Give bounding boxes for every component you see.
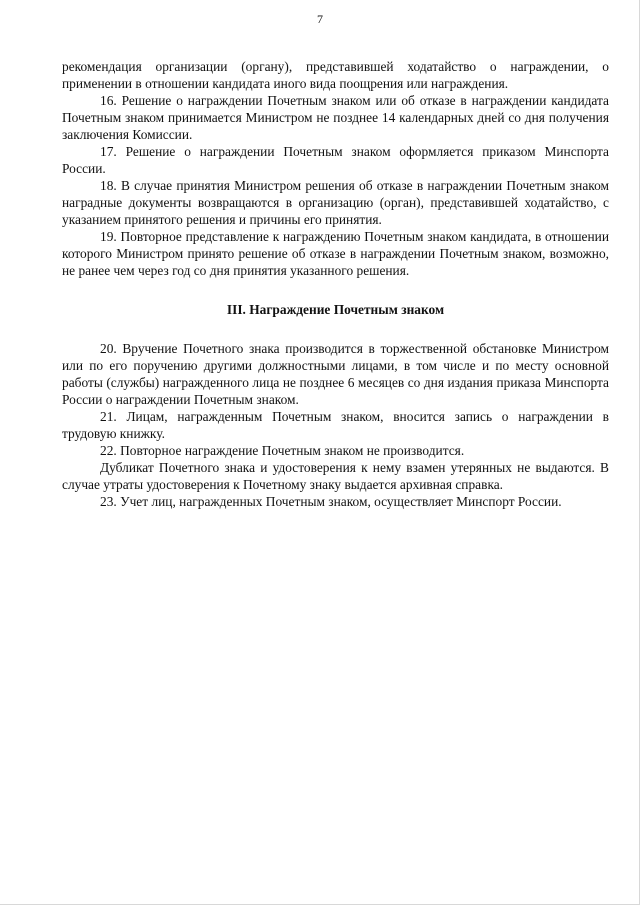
paragraph-22: 22. Повторное награждение Почетным знаком не производится. <box>100 443 465 458</box>
paragraph-23: 23. Учет лиц, награжденных Почетным знаком, осуществляет Минспорт России. <box>100 494 562 509</box>
paragraph-16: 16. Решение о награждении Почетным знаком или об отказе в награждении кандидата Почетным знаком принимается Министром не позднее 14 календарных дней со дня получения заключения Комиссии. <box>62 93 609 142</box>
paragraph-20: 20. Вручение Почетного знака производится в торжественной обстановке Министром или по его поручению другими должностными лицами, в том числе и по месту основной работы (службы) награжденного лица не позднее 6 месяцев со дня издания приказа Минспорта России о награждении Почетным знаком. <box>62 341 609 407</box>
paragraph-21: 21. Лицам, награжденным Почетным знаком, вносится запись о награждении в трудовую книжку. <box>62 409 609 441</box>
page-number: 7 <box>317 12 323 26</box>
section-heading: III. Награждение Почетным знаком <box>226 302 445 317</box>
paragraph-15-continuation: рекомендация организации (органу), представившей ходатайство о награждении, о применении в отношении кандидата иного вида поощрения или награждения. <box>62 59 609 91</box>
document-body <box>62 58 609 510</box>
paragraph-17: 17. Решение о награждении Почетным знаком оформляется приказом Минспорта России. <box>62 144 609 176</box>
paragraph-19: 19. Повторное представление к награждению Почетным знаком кандидата, в отношении которого Министром принято решение об отказе в награждении Почетным знаком, возможно, не ранее чем через год со дня принятия указанного решения. <box>62 229 609 278</box>
paragraph-18: 18. В случае принятия Министром решения об отказе в награждении Почетным знаком наградные документы возвращаются в организацию (орган), представившей ходатайство, с указанием принятого решения и причины его принятия. <box>62 178 609 227</box>
paragraph-duplicate: Дубликат Почетного знака и удостоверения к нему взамен утерянных не выдаются. В случае утраты удостоверения к Почетному знаку выдается архивная справка. <box>62 460 609 492</box>
